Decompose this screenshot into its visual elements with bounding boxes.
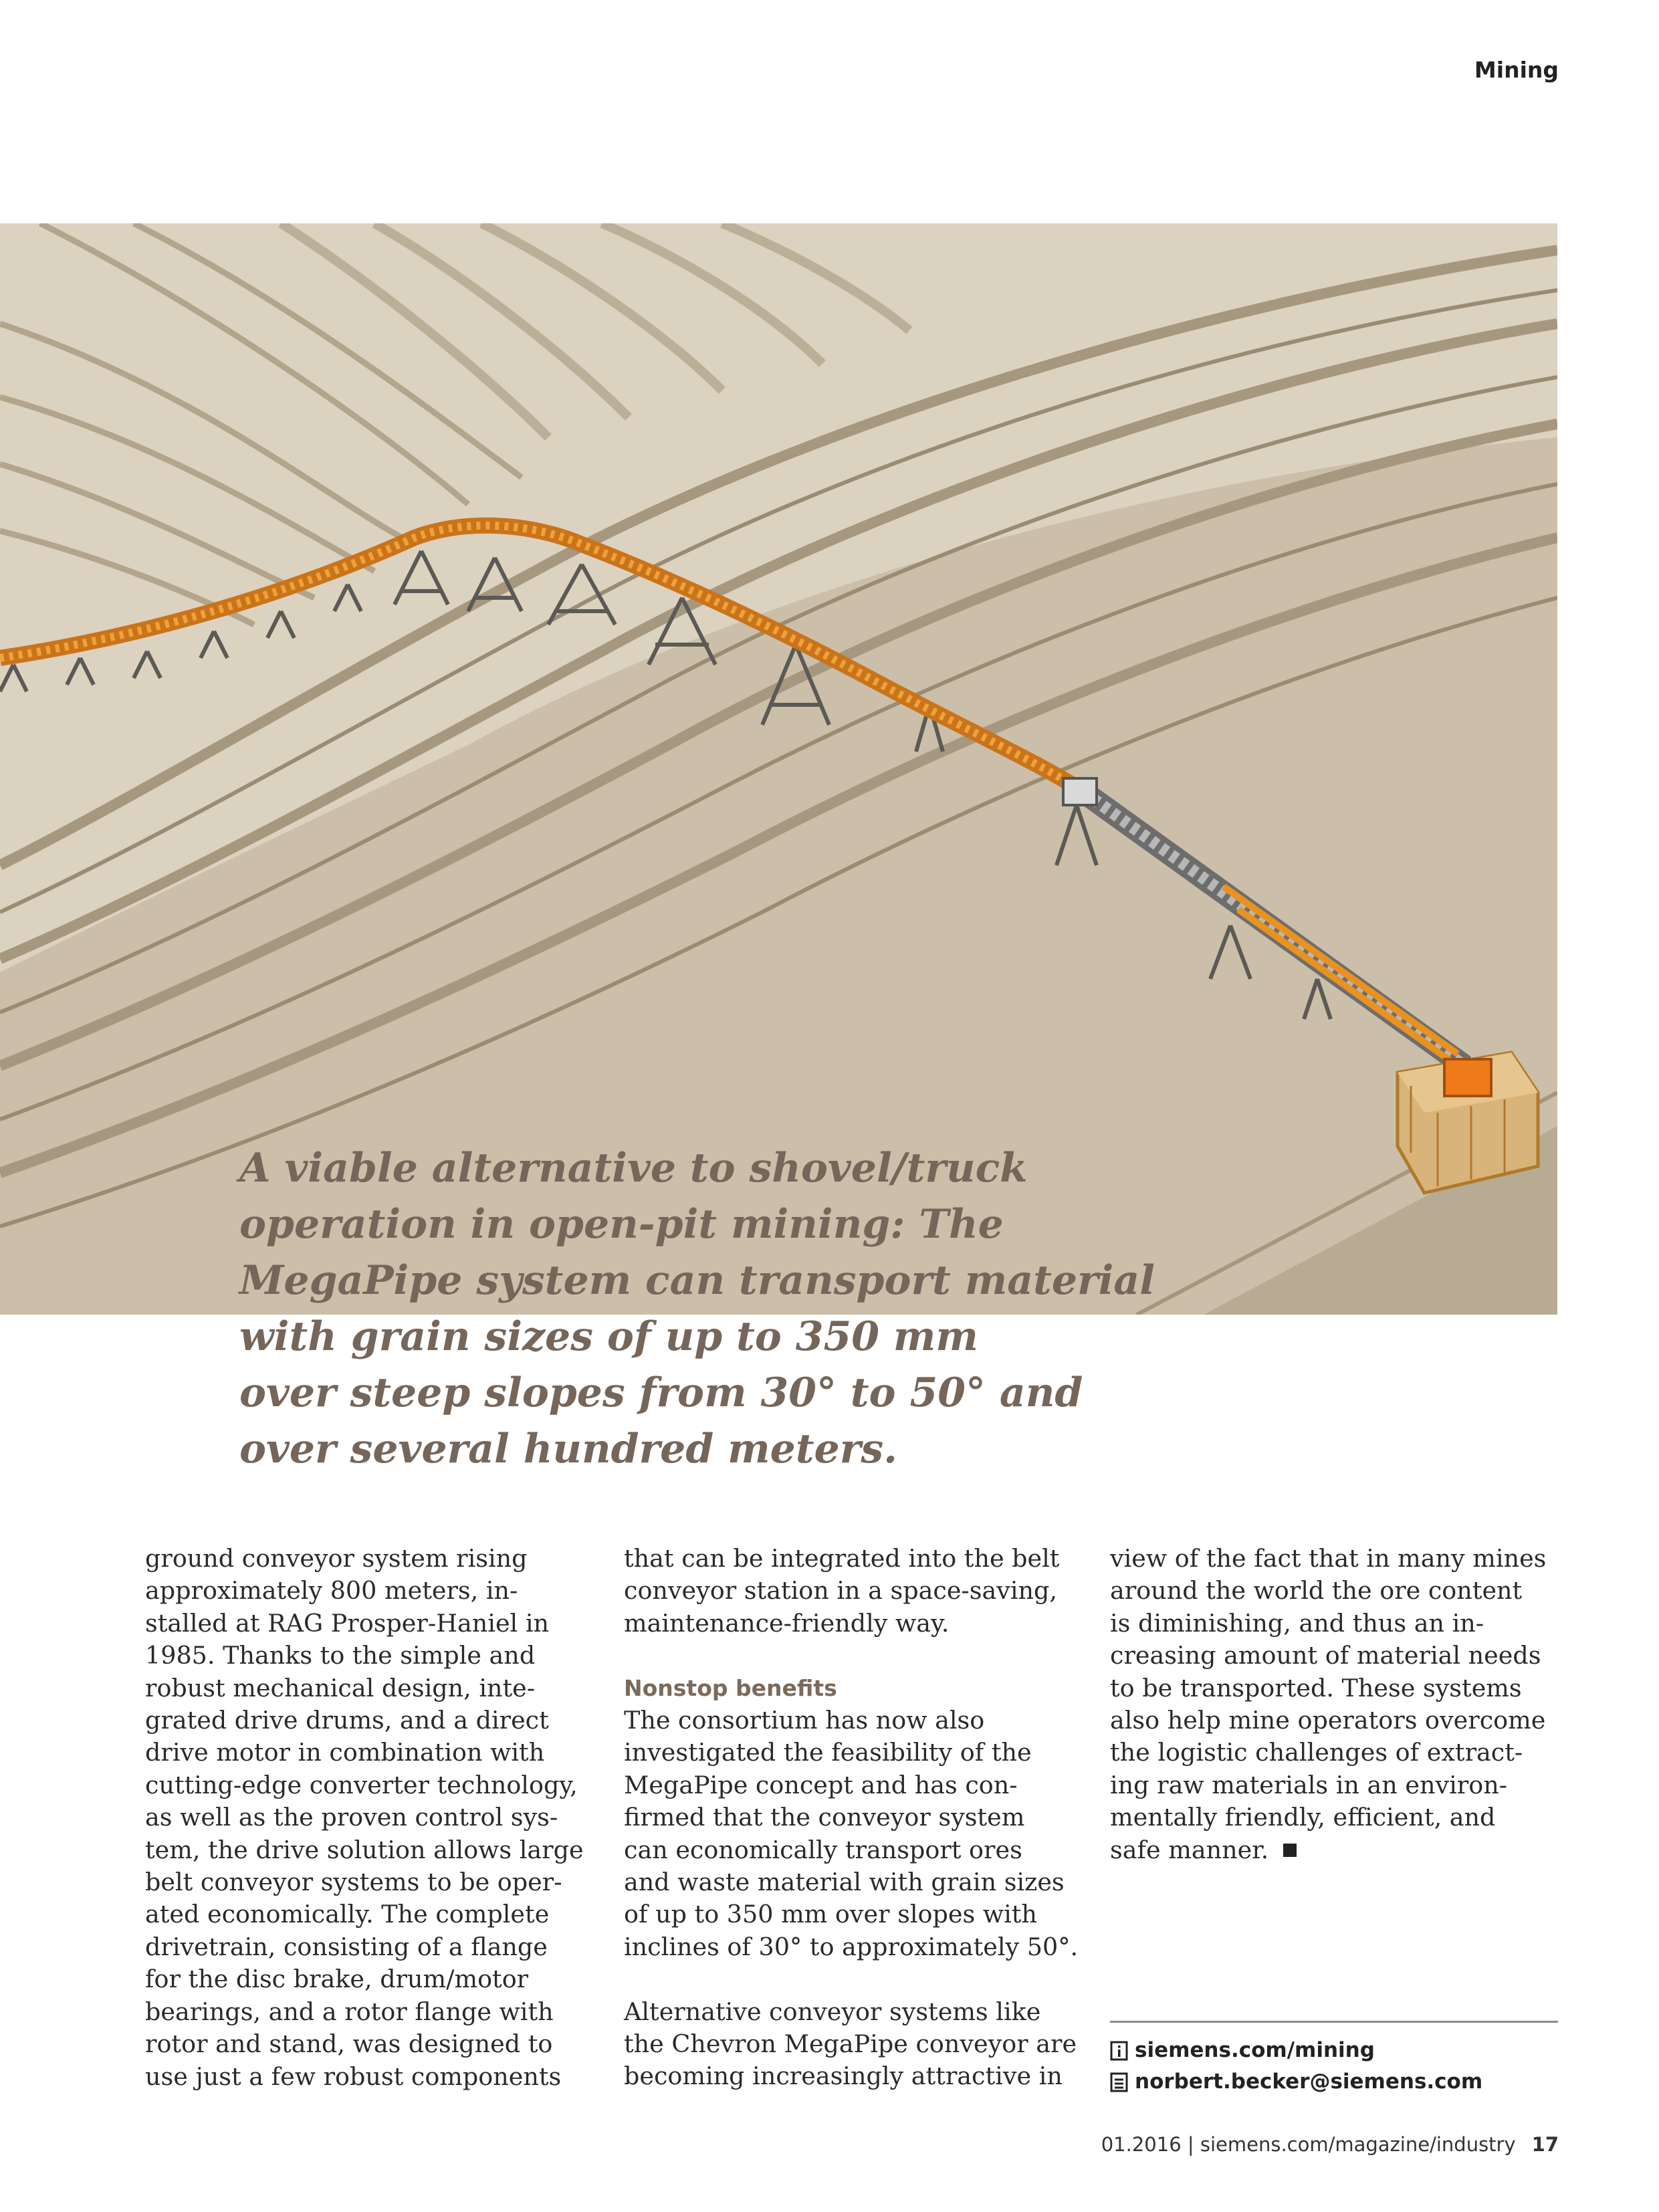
body-line: around the world the ore content <box>1110 1576 1523 1606</box>
caption-line: operation in open-pit mining: The <box>239 1201 1004 1248</box>
body-line: drive motor in combination with <box>145 1738 545 1767</box>
caption-line: over several hundred meters. <box>239 1426 897 1472</box>
body-line: grated drive drums, and a direct <box>145 1706 549 1735</box>
body-line: the Chevron MegaPipe conveyor are <box>624 2029 1077 2059</box>
body-line: investigated the feasibility of the <box>624 1738 1032 1767</box>
body-line: 1985. Thanks to the simple and <box>145 1641 536 1670</box>
divider-rule <box>1110 2021 1558 2023</box>
body-line: drivetrain, consisting of a flange <box>145 1932 548 1961</box>
email-link[interactable] <box>1110 2066 1482 2098</box>
body-line: The consortium has now also <box>624 1706 985 1735</box>
body-line: robust mechanical design, inte- <box>145 1673 536 1702</box>
body-line: approximately 800 meters, in- <box>145 1576 518 1606</box>
body-line: bearings, and a rotor flange with <box>145 1997 554 2026</box>
info-icon <box>1110 2041 1128 2061</box>
body-line: belt conveyor systems to be oper- <box>145 1868 562 1897</box>
body-line: of up to 350 mm over slopes with <box>624 1900 1037 1929</box>
body-line: stalled at RAG Prosper-Haniel in <box>145 1608 549 1638</box>
body-line: view of the fact that in many mines <box>1110 1544 1547 1573</box>
body-line: mentally friendly, efficient, and <box>1110 1803 1496 1832</box>
image-caption <box>239 1140 1155 1477</box>
paragraph-gap <box>624 1640 1092 1672</box>
document-icon <box>1110 2072 1128 2092</box>
contact-links <box>1110 2035 1482 2098</box>
body-line: as well as the proven control sys- <box>145 1803 558 1832</box>
web-link-text[interactable]: siemens.com/mining <box>1135 2038 1375 2062</box>
page-number: 17 <box>1531 2133 1559 2156</box>
body-line: that can be integrated into the belt <box>624 1544 1060 1573</box>
body-line: rotor and stand, was designed to <box>145 2029 553 2059</box>
body-line: conveyor station in a space-saving, <box>624 1576 1058 1606</box>
body-line: ing raw materials in an environ- <box>1110 1770 1508 1799</box>
web-link[interactable] <box>1110 2035 1482 2066</box>
paragraph-gap <box>624 1963 1092 1995</box>
body-line: MegaPipe concept and has con- <box>624 1770 1018 1799</box>
body-line: firmed that the conveyor system <box>624 1803 1025 1832</box>
body-line: maintenance-friendly way. <box>624 1608 950 1638</box>
text-column-1 <box>145 1543 613 2093</box>
body-line: can economically transport ores <box>624 1835 1022 1864</box>
email-link-text[interactable]: norbert.becker@siemens.com <box>1135 2070 1483 2094</box>
body-line: and waste material with grain sizes <box>624 1868 1065 1897</box>
page-footer <box>1101 2133 1559 2156</box>
body-line: ated economically. The complete <box>145 1900 550 1929</box>
body-line: becoming increasingly attractive in <box>624 2062 1063 2091</box>
body-line: ground conveyor system rising <box>145 1544 528 1573</box>
subheading: Nonstop benefits <box>624 1674 837 1701</box>
body-line: Alternative conveyor systems like <box>624 1997 1041 2026</box>
body-line: is diminishing, and thus an in- <box>1110 1608 1484 1638</box>
body-line: tem, the drive solution allows large <box>145 1835 584 1864</box>
footer-issue: 01.2016 | siemens.com/magazine/industry <box>1101 2133 1516 2156</box>
body-line-text: safe manner. <box>1110 1835 1269 1864</box>
body-line: to be transported. These systems <box>1110 1673 1522 1702</box>
body-line: use just a few robust components <box>145 2062 562 2091</box>
body-line: also help mine operators overcome <box>1110 1706 1546 1735</box>
caption-line: A viable alternative to shovel/truck <box>239 1145 1028 1192</box>
section-label: Mining <box>1474 57 1559 83</box>
body-line: cutting-edge converter technology, <box>145 1770 578 1799</box>
end-of-article-mark <box>1283 1844 1297 1857</box>
body-line: for the disc brake, drum/motor <box>145 1965 529 1994</box>
body-line: creasing amount of material needs <box>1110 1641 1541 1670</box>
text-column-3 <box>1110 1543 1578 1866</box>
text-column-2 <box>624 1543 1092 2093</box>
caption-line: with grain sizes of up to 350 mm <box>239 1313 978 1360</box>
body-line: inclines of 30° to approximately 50°. <box>624 1932 1079 1961</box>
caption-line: over steep slopes from 30° to 50° and <box>239 1369 1083 1416</box>
caption-line: MegaPipe system can transport material <box>239 1257 1155 1304</box>
body-line: the logistic challenges of extract- <box>1110 1738 1523 1767</box>
body-line-last <box>1110 1834 1578 1866</box>
